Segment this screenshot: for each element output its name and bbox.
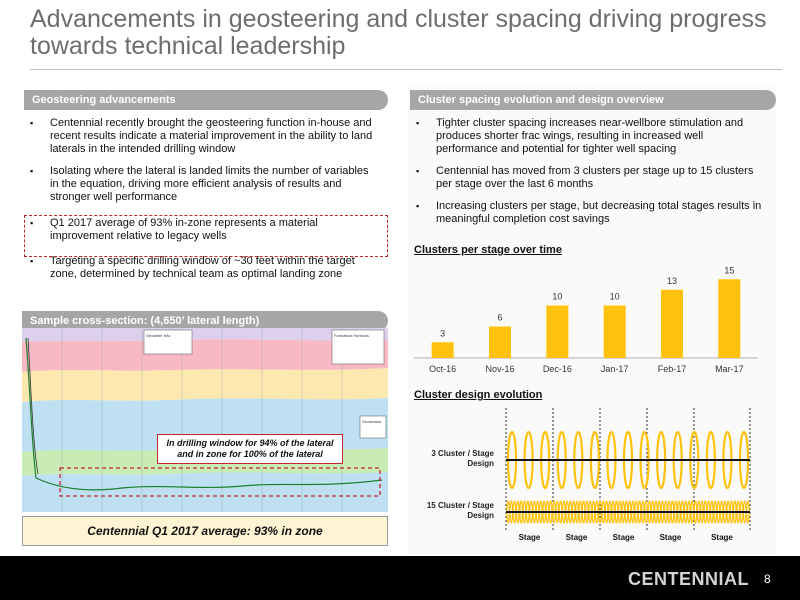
chart-title: Clusters per stage over time [414,244,562,256]
chart-bar [489,327,511,359]
design-row-label: 3 Cluster / Stage Design [431,449,494,468]
square-bullet-icon: ▪ [416,201,420,211]
bullet-item: ▪ Increasing clusters per stage, but decreasing total stages results in meaningful completion cost savings [416,200,762,225]
bullet-item: ▪ Centennial has moved from 3 clusters per stage up to 15 clusters per stage over the last 6 months [416,165,754,190]
square-bullet-icon: ▪ [30,256,34,266]
title-divider [30,69,782,70]
x-tick-label: Jan-17 [600,364,629,374]
geosteering-header: Geosteering advancements [24,90,388,110]
chart-bar [661,290,683,358]
square-bullet-icon: ▪ [416,166,420,176]
page-title: Advancements in geosteering and cluster spacing driving progress towards technical leadership [30,5,767,60]
bar-value-label: 15 [724,265,735,276]
cluster-design-diagram [410,404,766,550]
x-tick-label: Feb-17 [657,364,687,374]
bar-value-label: 3 [440,328,446,339]
design-row-label: 15 Cluster / Stage Design [426,501,494,520]
stage-label: Stage [565,533,588,542]
design-evolution-title: Cluster design evolution [414,389,543,401]
bullet-item: ▪ Isolating where the lateral is landed limits the number of variables in the equation, driving more efficient analysis of results and stronger well performance [30,165,369,203]
drilling-window-annotation: In drilling window for 94% of the lateral and in zone for 100% of the lateral [157,434,343,464]
stage-label: Stage [518,533,541,542]
cross-section-header: Sample cross-section: (4,650’ lateral length) [22,311,388,331]
bullet-item: ▪ Q1 2017 average of 93% in-zone represents a material improvement relative to legacy wells [30,217,318,242]
x-tick-label: Dec-16 [542,364,572,374]
bullet-item: ▪ Centennial recently brought the geosteering function in-house and recent results indicate a material improvement in the ability to land laterals in the intended drilling window [30,117,373,155]
square-bullet-icon: ▪ [30,166,34,176]
svg-text:Geosteer Info: Geosteer Info [146,333,171,338]
stage-label: Stage [612,533,635,542]
square-bullet-icon: ▪ [416,118,420,128]
chart-bar [546,306,568,359]
bar-value-label: 10 [552,291,563,302]
chart-bar [604,306,626,359]
bullet-item: ▪ Tighter cluster spacing increases near-wellbore stimulation and produces shorter frac wings, resulting in increased well performance and potential for tighter well spacing [416,117,744,155]
cross-section-image [22,328,388,512]
x-tick-label: Oct-16 [429,364,457,374]
bar-value-label: 10 [609,291,620,302]
page-number: 8 [764,572,771,586]
clusters-bar-chart [410,258,766,382]
bar-value-label: 6 [497,312,503,323]
cluster-spacing-header: Cluster spacing evolution and design overview [410,90,776,110]
svg-text:Geosensor: Geosensor [362,419,382,424]
stage-label: Stage [659,533,682,542]
svg-text:Formation Horizons: Formation Horizons [334,333,369,338]
x-tick-label: Mar-17 [715,364,744,374]
cluster-bullets [410,117,766,234]
highlight-dashed-box [24,215,388,257]
chart-bar [432,342,454,358]
company-logo: CENTENNIAL [628,569,749,589]
square-bullet-icon: ▪ [30,118,34,128]
x-tick-label: Nov-16 [485,364,515,374]
bullet-item: ▪ Targeting a specific drilling window of ~30 feet within the target zone, determined by technical team as optimal landing zone [30,255,355,280]
quarterly-average-banner: Centennial Q1 2017 average: 93% in zone [22,516,388,546]
bar-value-label: 13 [666,275,678,286]
geosteering-bullets [24,117,376,289]
stage-label: Stage [711,533,733,542]
square-bullet-icon: ▪ [30,218,34,228]
chart-bar [718,279,740,358]
